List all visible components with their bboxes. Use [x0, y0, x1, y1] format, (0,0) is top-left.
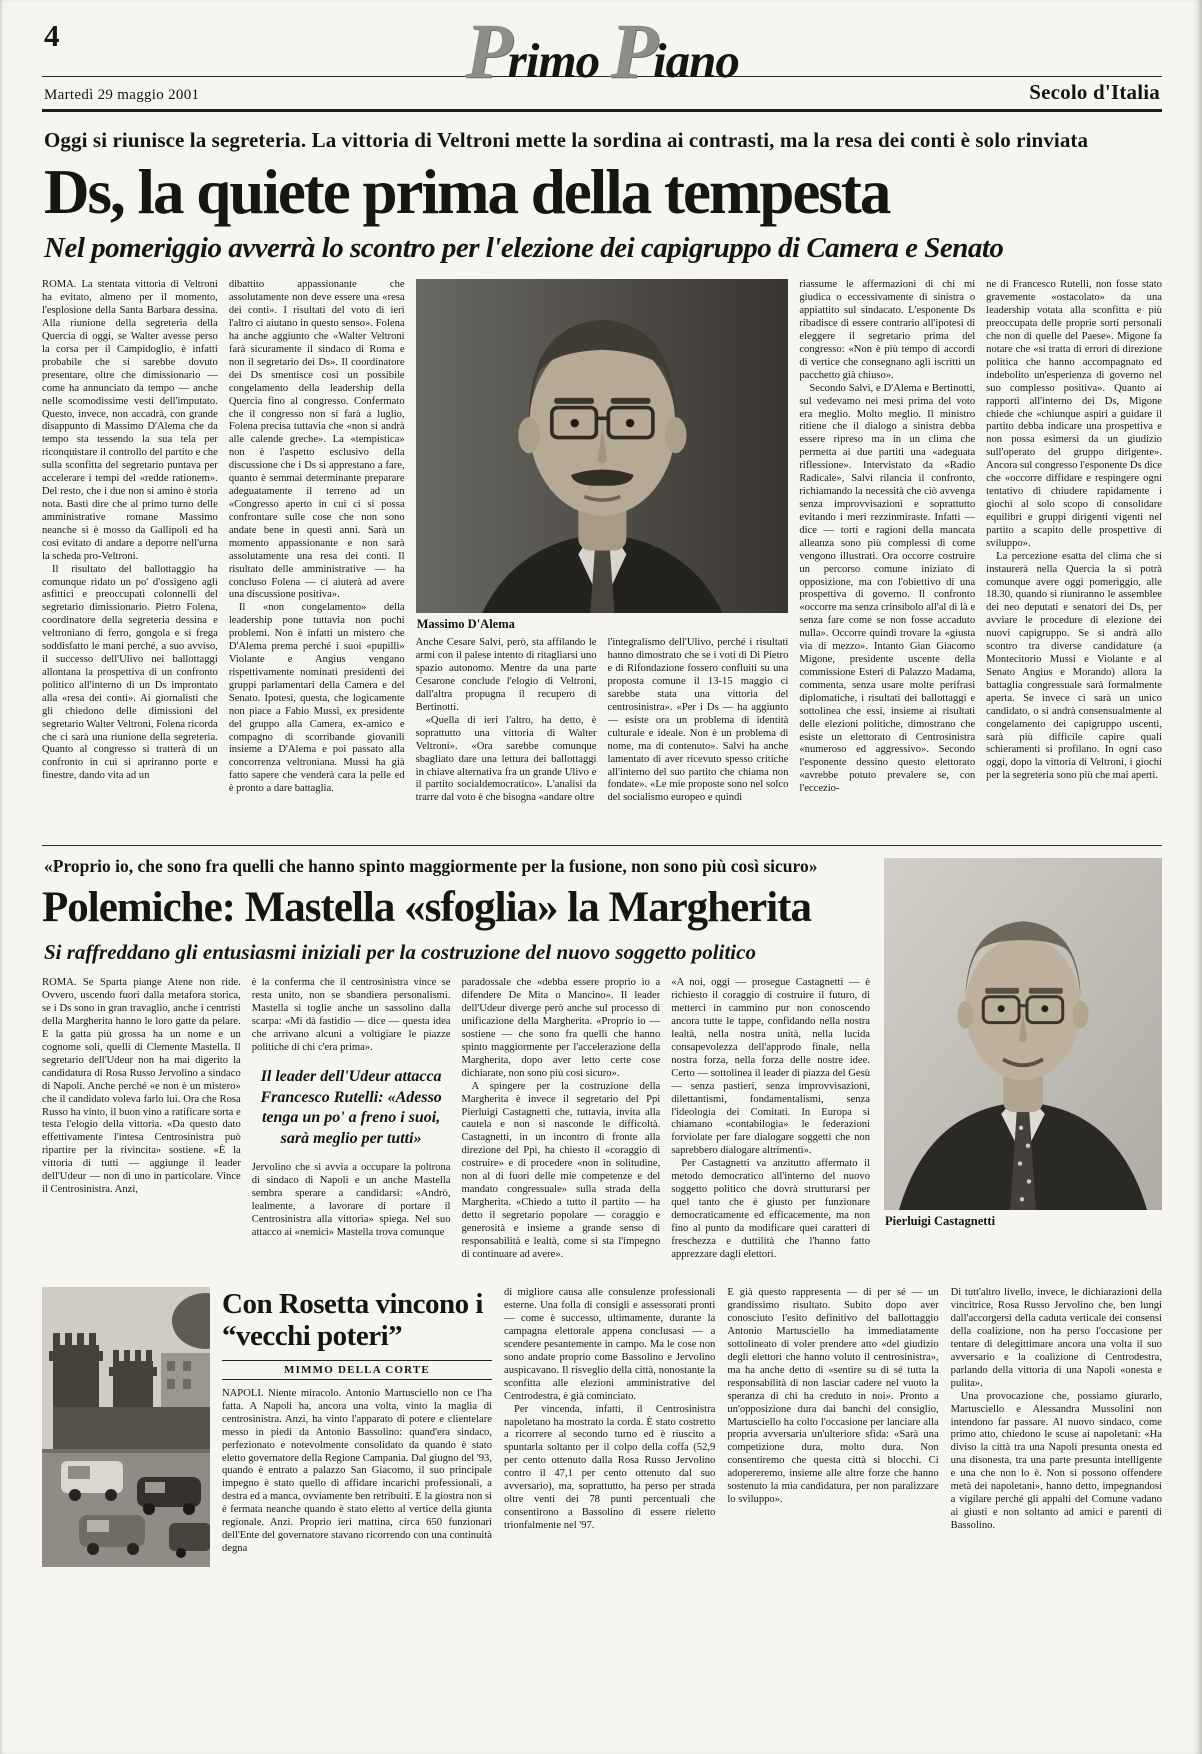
article2-headline: Polemiche: Mastella «sfoglia» la Margherita — [42, 884, 812, 932]
masthead-rule-bottom — [42, 109, 1162, 112]
article1-column-1: ROMA. La stentata vittoria di Veltroni ha evitato, almeno per il momento, l'esplosione della Santa Barbara dessina. Alla riunione della segreteria della Quercia di oggi, se Walter avesse perso la corsa per il Campidoglio, è infatti probabile che si sarebbe dovuto presentare, oltre che dimissionario — come ha annunciato da tempo — anche nelle scomodissime vesti dell'imputato. Questo, invece, non accadrà, con grande disappunto di Massimo D'Alema che da tempo sta tessendo la sua tela per riconquistare il controllo del partito e che sulla sconfitta del segretario puntava per accelerare i tempi del «redde rationem». Del resto, che i due non si amino è storia nota. Basti dire che al primo turno delle amministrative romane Massimo neanche si è mosso da Gallipoli ed ha così evitato di andare a deporre nell'urna la scheda pro-Veltroni. Il risultato del ballottaggio ha comunque ridato un po' d'ossigeno agli asfittici e preoccupati colonnelli del segretario dimissionario. Pietro Folena, coordinatore della segreteria dessina e veltroniano di ferro, gongola e si frega soddisfatto le mani perché, a suo avviso, il successo dell'Ulivo nei ballottaggi allontana la prospettiva di un confronto politico all'interno di un Ds improntato alla «resa dei conti». Ai giornalisti che gli chiedono delle dimissioni del segretario Walter Veltroni, Folena ricorda che ci sarà una riunione della segreteria. Quanto al congresso si tratterà di un confronto in cui si apriranno porte e finestre, dando vita ad un — [42, 279, 218, 782]
article2-column-3: paradossale che «debba essere proprio io a difendere De Mita o Mancino». Il leader dell'Udeur diverge però anche sul processo di unificazione della Margherita. «Proprio io — sostiene — che sono fra quelli che hanno spinto maggiormente per l'accelerazione della Margherita, dopo aver letto certe cose dichiarate, non sono più così sicuro». A spingere per la costruzione della Margherita è invece il segretario del Ppi Pierluigi Castagnetti che, tuttavia, invita alla cautela e non si nasconde le difficoltà. Castagnetti, in un incontro di fronte alla direzione del Ppi, ha chiesto il «coraggio di costruire» e di procedere «non in solitudine, non al di fuori delle mie competenze e del mandato congressuale» sulla strada della Margherita. «Chiedo a tutto il partito — ha detto il segretario popolare — coraggio e generosità e insieme a grande senso di responsabilità e lealtà, come si sta l'impegno di continuare ad avere». — [461, 977, 661, 1260]
section-title-word-1: rimo — [507, 33, 611, 88]
article1-column-6: ne di Francesco Rutelli, non fosse stato gravemente «ostacolato» da una leadership votata alla sconfitta e più preoccupata delle proprie sorti personali che non di quelle del Paese». Migone fa notare che «si tratta di errori di direzione politica che hanno accompagnato ed indebolito un'esperienza di governo nel suo complesso positiva». Quanto ai rapporti all'interno dei Ds, Migone chiede che «chiunque aspiri a guidare il partito debba indicare una prospettiva e non possa esimersi da un giudizio sull'operato del gruppo dirigente». Ancora sul congresso l'esponente Ds dice che «occorre diffidare e respingere ogni tentativo di chiudere rapidamente i giochi al solo scopo di consolidare equilibri e gruppi dirigenti vigenti nel partito a scapito delle prospettive di sviluppo». La percezione esatta del clima che si instaurerà nella Quercia la si potrà comunque avere oggi pomeriggio, alle 18.30, quando si riuniranno le assemblee dei neo deputati e senatori dei Ds, per avviare le procedure di elezione dei nuovi capigruppo. Se si andrà allo scontro tra diverse candidature (a Montecitorio Mussi e Violante e al Senato Angius e Morando) allora la battaglia congressuale sarà formalmente aperta. Se invece ci sarà un unico candidato, o si andrà consensualmente al congelamento dei capigruppo uscenti, sarà più difficile capire quali schieramenti si profilano. In ogni caso oggi, dopo la vittoria di Veltroni, i giochi per la segreteria sono più che mai aperti. — [986, 279, 1162, 782]
article1-kicker: Oggi si riunisce la segreteria. La vittoria di Veltroni mette la sordina ai contrasti, ma la resa dei conti è solo rinviata — [44, 128, 1089, 153]
issue-date: Martedì 29 maggio 2001 — [44, 87, 200, 104]
article1-column-2: dibattito appassionante che assolutamente non deve essere una «resa dei conti». I risultati del voto di ieri l'altro ci aiutano in questo senso». Folena ha anche aggiunto che «Walter Veltroni farà sicuramente il sindaco di Roma e non il segretario dei Ds». Il coordinatore dei Ds smentisce così un possibile congelamento della leadership della Quercia fino al congresso. Confermato che il congresso non si farà a luglio, Folena precisa tuttavia che «non si andrà alle calende greche». La «tempistica» non è l'aspetto esclusivo della discussione che i Ds si apprestano a fare, quanto è semmai determinante preparare adeguatamente il terreno ad un «Congresso aperto in cui ci si possa confrontare sulle cose che non sono andate bene in questi anni. Sarà un momento appassionante e non sarà assolutamente una resa dei conti. Il risultato delle amministrative — ha concluso Folena — ci aiuterà ad avere una discussione positiva». Il «non congelamento» della leadership pone tuttavia non pochi problemi. Non è infatti un mistero che D'Alema prema perché i suoi «pupilli» Violante e Angius vengano rispettivamente nominati presidenti dei gruppi parlamentari della Camera e del Senato. Ipotesi, questa, che logicamente non piace a Fabio Mussi, ex presidente del gruppo alla Camera, ex-amico e compagno di scorribande giovanili insieme a D'Alema e poi passato alla concorrenza veltroniana. Mussi ha già fatto sapere che venderà cara la pelle ed è pronto a dare battaglia. — [228, 279, 405, 795]
article1-photo-caption: Massimo D'Alema — [416, 617, 515, 632]
article1-center-block — [416, 279, 789, 835]
article-rosetta-vecchi-poteri — [42, 1287, 1162, 1595]
article1-subhead: Nel pomeriggio avverrà lo scontro per l'elezione dei capigruppo di Camera e Senato — [44, 232, 1004, 265]
article3-column-d: Di tutt'altro livello, invece, le dichiarazioni della vincitrice, Rosa Russo Jervolino che, ben lungi dall'accorgersi della caduta verticale dei consensi della coalizione, non ha perso l'occasione per tentare di delegittimare ancora una volta il suo avversario e la coalizione di Centrodestra, parlando della vittoria di una Napoli «onesta e pulita». Una provocazione che, possiamo giurarlo, Martusciello e Alessandra Mussolini non intendono far passare. Al nuovo sindaco, come primo atto, chiedono le scuse ai napoletani: «Ha diviso la città tra una Napoli presunta onesta ed una disonesta, tra una parte presunta intelligente e una che non lo è. Non si possono offendere metà dei napoletani», hanno detto, impegnandosi a vigilare perché gli appalti del Comune vadano ai giusti e non soltanto ad amici e parenti di Bassolino. — [950, 1287, 1162, 1531]
dalema-photo — [416, 279, 789, 613]
naples-castle-image — [42, 1287, 210, 1567]
article3-column-a: NAPOLI. Niente miracolo. Antonio Martusciello non ce l'ha fatta. A Napoli ha, ancora una volta, vinto la maglia di centrosinistra. Anzi, ha vinto l'apparato di potere e clientelare messo in piedi da Antonio Bassolino: quand'era sindaco, perfezionato e notevolmente consolidato da quando è stato eletto governatore della Regione Campania. Dal giugno del '93, quando è entrato a palazzo San Giacomo, il suo principale impegno è stato quello di affidare incarichi professionali, a destra ed a manca, ovviamente ben retribuiti. E la giostra non si è fermata neanche quando è stato eletto al vertice della giunta regionale. Anzi. Proprio ieri mattina, circa 650 funzionari dell'Ente del governatore stavano ricorrendo con una continuità degna — [222, 1387, 492, 1554]
article2-photo-caption: Pierluigi Castagnetti — [885, 1214, 996, 1229]
article2-column-2 — [252, 977, 451, 1269]
article2-photo-block — [884, 852, 1162, 1269]
article3-column-b: di migliore causa alle consulenze professionali esterne. Una folla di consigli e assessorati pronti — come è successo, ultimamente, durante la campagna elettorale appena conclusasi — a scendere pesantemente in campo. Ma le cose non sono andate proprio come Bassolino e Jervolino auspicavano. Il risveglio della città, nonostante la sconfitta alle elezioni amministrative del Centrodestra, è già cominciato. Per vincenda, infatti, il Centrosinistra napoletano ha mostrato la corda. È stato costretto a ricorrere al secondo turno ed è riuscito a spuntarla soltanto per il colpo della coffa (52,9 per cento ottenuto dalla Rosa Russo Jervolino contro il 47,1 per cento ottenuto dal suo avversario), ma, soprattutto, ha perso per strada oltre venti dei 78 punti percentuali che consentirono a Bassolino di essere rieletto trionfalmente nel '97. — [504, 1287, 716, 1531]
dalema-portrait-image — [416, 279, 789, 613]
article2-column-4: «A noi, oggi — prosegue Castagnetti — è richiesto il coraggio di costruire il futuro, di metterci in cammino pur non conoscendo ancora tutte le tappe, confidando nella nostra lealtà, nella nostra unità, nella lucida consapevolezza dell'approdo finale, nella nostra forza, nella forza delle nostre idee. Certo — sottolinea il leader di piazza del Gesù — senza pastieri, senza improvvisazioni, dilettantismi, fondamentalismi, senza l'ideologia dei Comitati. In Europa si chiamano «contabilogia» le federazioni forviolate per fare dialogare soggetti che non saprebbero dialogare altrimenti». Per Castagnetti va anzitutto affermato il metodo democratico all'interno del nuovo soggetto politico che dovrà strutturarsi per quel tanto che è giusto per funzionare democraticamente ed efficacemente, ma non fino al punto da modificare quei caratteri di freschezza e duttilità che l'hanno fatto apprezzare dagli elettori. — [671, 977, 870, 1260]
section-title-word-2: iano — [652, 33, 739, 88]
article3-lead-column — [222, 1287, 492, 1595]
section-title-initial-1: P — [465, 7, 508, 94]
page-number: 4 — [44, 18, 60, 53]
pull-quote: Il leader dell'Udeur attacca Francesco Rutelli: «Adesso tenga un po' a freno i suoi, sarà meglio per tutti» — [260, 1067, 442, 1148]
article1-headline: Ds, la quiete prima della tempesta — [44, 157, 890, 228]
article-ds-tempesta — [42, 118, 1162, 835]
article1-column-3: Anche Cesare Salvi, però, sta affilando le armi con il palese intento di ritagliarsi uno spazio autonomo. Mentre da una parte Cesarone conclude l'elogio di Veltroni, dall'altra propugna il recupero di Bertinotti. «Quella di ieri l'altro, ha detto, è soprattutto una vittoria di Walter Veltroni». «Ora sarebbe comunque sbagliato dare una lettura dei ballottaggi in chiave alternativa fra un grande Ulivo e il partito socialdemocratico». L'analisi da trarre dal voto è che bisogna «andare oltre — [415, 637, 597, 804]
section-title-initial-2: P — [610, 7, 653, 94]
article3-headline: Con Rosetta vincono i “vecchi poteri” — [222, 1288, 483, 1352]
article1-column-4: l'integralismo dell'Ulivo, perché i risultati hanno dimostrato che se i voti di Di Pietro e di Rifondazione fossero confluiti su una proposta comune il 13-15 maggio ci sarebbe stata una vittoria del centrosinistra». «Per i Ds — ha aggiunto — esiste ora un problema di identità culturale e ideale. Non è un problema di nome, ma di contenuto». Salvi ha anche lamentato di aver ricevuto spesso critiche all'interno del suo partito che chiama non fondate». «Le mie proposte sono nel solco del socialismo europeo e quindi — [607, 637, 789, 804]
article2-main-column-area — [42, 852, 870, 1269]
article1-column-5: riassume le affermazioni di chi mi giudica o eccessivamente di sinistra o appiattito sul sindacato. L'esponente Ds ribadisce di essere contrario all'ipotesi di eleggere il segretario prima del congresso: «Non è più tempo di accordi di vertice che consegnano agli iscritti un pacchetto già chiuso». Secondo Salvi, e D'Alema e Bertinotti, sul vedevamo nei mesi prima del voto era meglio. Molto meglio. Il ministro ritiene che il dialogo a sinistra debba essere ripreso ma in un clima che permetta ai due partiti una «adeguata riflessione». Intervistato da «Radio Radicale», Salvi rilancia il confronto, richiamando la necessità che ciò avvenga senza improvvisazioni e soprattutto evitando i meri rezzinmiraste. Infatti — dice — torti e ragioni della mancata alleanza sono più complessi di come vengono illustrati. Ora occorre costruire un percorso comune iniziato di opposizione, ma con l'obiettivo di una prospettiva di governo. Il confronto «occorre ma senza crinsibolo all'al di là e senza fare come se non fosse accaduto nulla». Occorre quindi trovare la «giusta via di mezzo». Intanto Gian Giacomo Migone, presidente uscente della commissione Esteri di Palazzo Madama, commenta, senza usare molte perifrasi diplomatiche, i risultati dei ballottaggi e sottolinea che essi, insieme ai risultati delle elezioni politiche, dimostrano che esiste un elettorato di Centrosinistra «numeroso ed aggressivo». Secondo l'esponente dessino questo elettorato «avrebbe potuto prevalere se, con l'eccezio- — [799, 279, 976, 795]
article-mastella-margherita — [42, 845, 1162, 1269]
article2-column-2-bottom: Jervolino che si avvia a occupare la poltrona di sindaco di Napoli e un anche Mastella sembra sperare a candidarsi: «Andrò, lealmente, a lavorare di portare il Centrosinistra alla vittoria» spiega. Nel suo attacco ai «nemici» Mastella trova comunque — [251, 1162, 451, 1238]
article2-column-1: ROMA. Se Sparta piange Atene non ride. Ovvero, uscendo fuori dalla metafora storica, se i Ds sono in gran travaglio, anche i centristi della Margherita hanno le loro gatte da pelare. E la gatta più grossa ha un nome e un cognome soli, quelli di Clemente Mastella. Il segretario dell'Udeur non ha mai digerito la candidatura di Rosa Russo Jervolino a sindaco di Napoli. Anche perché «e non è un mistero» che il candidato voleva farlo lui. Ora che Rosa Russo ha vinto, il buon vino a ratificare sorta e testa l'elogio della vittoria. «Da questo dato effettivamente l'intesa Centrosinistra può ripartire per la rivincita» sostiene. «È la vittoria di tutti — aggiunge il leader dell'Udeur — non di uno in particolare. Vince il Centrosinistra. Anzi, — [42, 977, 241, 1196]
article2-kicker: «Proprio io, che sono fra quelli che hanno spinto maggiormente per la fusione, non sono più così sicuro» — [44, 856, 818, 877]
article2-column-2-top: è la conferma che il centrosinistra vince se resta unito, non se sbandiera personalismi. Mastella si toglie anche un sassolino dalla scarpa: «Mi dà fastidio — dice — questa idea che arrivano alcuni a voltigiare le piazze politiche di chi c'era prima». — [251, 977, 451, 1053]
article1-body — [42, 279, 1162, 835]
castagnetti-photo — [884, 858, 1162, 1210]
castagnetti-portrait-image — [884, 858, 1162, 1210]
article1-under-photo-columns — [416, 637, 789, 835]
naples-castle-traffic-photo — [42, 1287, 210, 1567]
article3-column-c: E già questo rappresenta — di per sé — un grandissimo risultato. Subito dopo aver conosciuto l'esito definitivo del ballottaggio Antonio Martusciello ha immediatamente sottolineato di voler prendere atto «del giudizio degli elettori che hanno voluto il centrosinistra», ma ha anche detto di «sentire su di sé tutta la responsabilità di non lasciar cadere nel vuoto la speranza di chi ha creduto in noi». Pronto a un'opposizione dura dai banchi del consiglio, Martusciello ha colto l'occasione per lanciare alla propria avversaria un'ulteriore sfida: «Sarà una competizione dura, molto dura. Non consentiremo che questa città si blocchi. Ci adopereremo, insieme alle altre forze che hanno sostenuto la mia candidatura, per non paralizzare lo sviluppo». — [727, 1287, 939, 1506]
article3-byline: MIMMO DELLA CORTE — [222, 1360, 492, 1380]
paper-name: Secolo d'Italia — [1029, 80, 1160, 105]
article2-subhead: Si raffreddano gli entusiasmi iniziali per la costruzione del nuovo soggetto politico — [44, 940, 756, 965]
article2-body — [42, 977, 870, 1269]
